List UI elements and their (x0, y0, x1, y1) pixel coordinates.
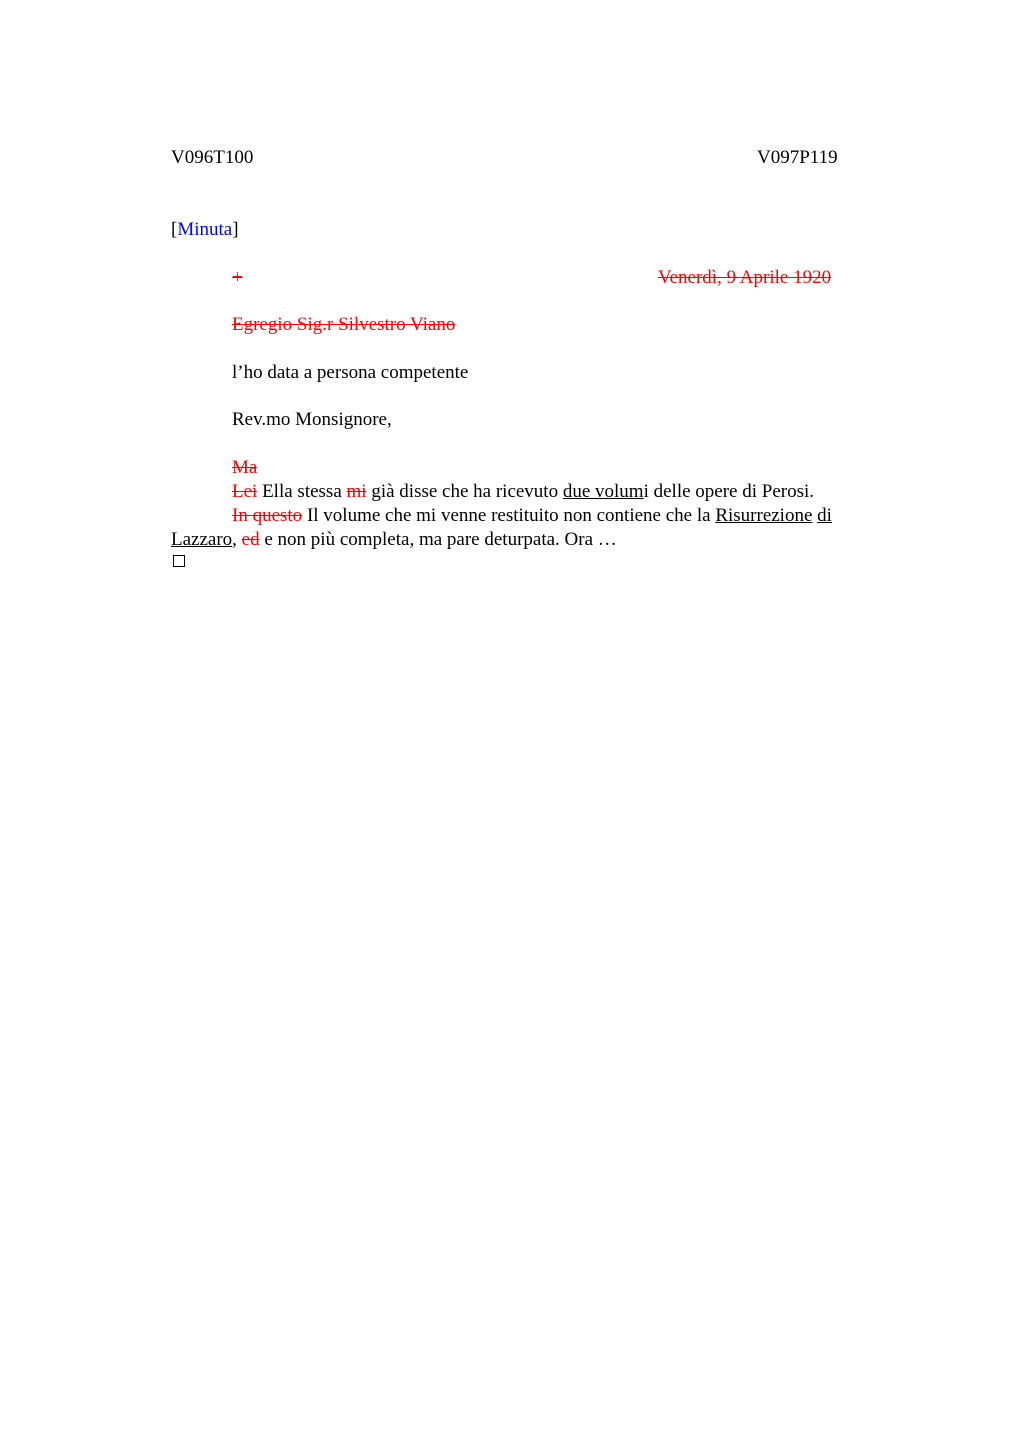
deleted-in-questo: In questo (232, 505, 303, 526)
minuta-close-bracket: ] (232, 219, 239, 240)
minuta-open-bracket: [ (171, 219, 178, 240)
deleted-lei: Lei (232, 481, 258, 502)
text-segment: i delle opere di Perosi. (643, 481, 815, 502)
minuta-label (171, 218, 239, 242)
underlined-di: di (817, 505, 832, 526)
salutation: Rev.mo Monsignore, (232, 409, 392, 430)
text-segment: Ella stessa (257, 481, 347, 502)
deleted-cross-mark: + (232, 267, 243, 288)
body-line-2 (232, 504, 832, 528)
body-line-1 (232, 480, 814, 504)
deleted-ed: ed (241, 529, 260, 550)
underlined-due-volum: due volum (562, 481, 644, 502)
deleted-salutation: Egregio Sig.r Silvestro Viano (232, 314, 456, 335)
underlined-lazzaro: Lazzaro (171, 529, 233, 550)
underlined-risurrezione: Risurrezione (715, 505, 813, 526)
deleted-ma: Ma (232, 457, 258, 478)
text-segment: già disse che ha ricevuto (366, 481, 563, 502)
checkbox-square-icon (173, 555, 185, 567)
header-left-code: V096T100 (171, 147, 254, 168)
text-comma: , (232, 529, 242, 550)
minuta-word: Minuta (177, 219, 233, 240)
text-segment: Il volume che mi venne restituito non contiene che la (302, 505, 716, 526)
deleted-date: Venerdì, 9 Aprile 1920 (658, 267, 832, 288)
note-line: l’ho data a persona competente (232, 362, 469, 383)
deleted-mi: mi (346, 481, 367, 502)
text-segment: e non più completa, ma pare deturpata. Ora … (259, 529, 617, 550)
body-line-3 (171, 528, 617, 552)
header-right-code: V097P119 (757, 147, 838, 168)
